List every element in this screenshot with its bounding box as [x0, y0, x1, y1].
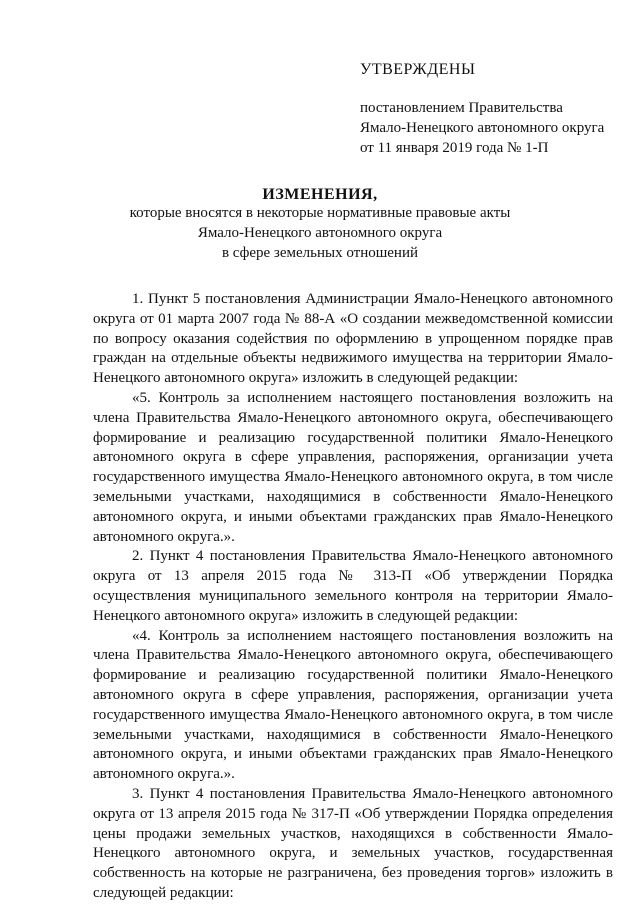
- approved-heading: УТВЕРЖДЕНЫ: [360, 61, 476, 78]
- approval-line: Ямало-Ненецкого автономного округа: [360, 120, 605, 136]
- paragraph-quote-5: «5. Контроль за исполнением настоящего постановления возложить на члена Правительства Ямало-Ненецкого автономного округа, обеспечивающего формирование и реализацию государственной политики Ямало-Ненецкого автономного округа в сфере управления, распоряжения, организации учета государственного имущества Ямало-Ненецкого автономного округа, в том числе земельными участками, находящимися в собственности Ямало-Ненецкого автономного округа, и иными объектами гражданских прав Ямало-Ненецкого автономного округа.».: [93, 389, 613, 545]
- approval-line: постановлением Правительства: [360, 100, 563, 116]
- document-subtitle: [0, 203, 640, 263]
- approval-block: [360, 60, 604, 158]
- document-body: [93, 290, 613, 904]
- approval-line: от 11 января 2019 года № 1-П: [360, 140, 549, 156]
- paragraph-item-1: 1. Пункт 5 постановления Администрации Ямало-Ненецкого автономного округа от 01 марта 2007 года № 88-А «О создании межведомственной комиссии по вопросу оказания содействия по оформлению в упрощенном порядке прав граждан на отдельные объекты недвижимого имущества на территории Ямало-Ненецкого автономного округа» изложить в следующей редакции:: [93, 291, 613, 387]
- document-title: ИЗМЕНЕНИЯ,: [262, 186, 378, 203]
- subtitle-line: Ямало-Ненецкого автономного округа: [197, 225, 443, 241]
- subtitle-line: которые вносятся в некоторые нормативные правовые акты: [129, 205, 511, 221]
- paragraph-quote-4: «4. Контроль за исполнением настоящего постановления возложить на члена Правительства Ямало-Ненецкого автономного округа, обеспечивающего формирование и реализацию государственной политики Ямало-Ненецкого автономного округа в сфере управления, распоряжения, организации учета государственного имущества Ямало-Ненецкого автономного округа, в том числе земельными участками, находящимися в собственности Ямало-Ненецкого автономного округа, и иными объектами гражданских прав Ямало-Ненецкого автономного округа.».: [93, 627, 613, 783]
- subtitle-line: в сфере земельных отношений: [221, 245, 419, 261]
- paragraph-item-3: 3. Пункт 4 постановления Правительства Ямало-Ненецкого автономного округа от 13 апреля 2015 года № 317-П «Об утверждении Порядка определения цены продажи земельных участков, находящихся в собственности Ямало-Ненецкого автономного округа, и земельных участков, государственная собственность на которые не разграничена, без проведения торгов» изложить в следующей редакции:: [93, 785, 613, 901]
- paragraph-item-2: 2. Пункт 4 постановления Правительства Ямало-Ненецкого автономного округа от 13 апреля 2015 года № 313-П «Об утверждении Порядка осуществления муниципального земельного контроля на территории Ямало-Ненецкого автономного округа» изложить в следующей редакции:: [93, 548, 613, 624]
